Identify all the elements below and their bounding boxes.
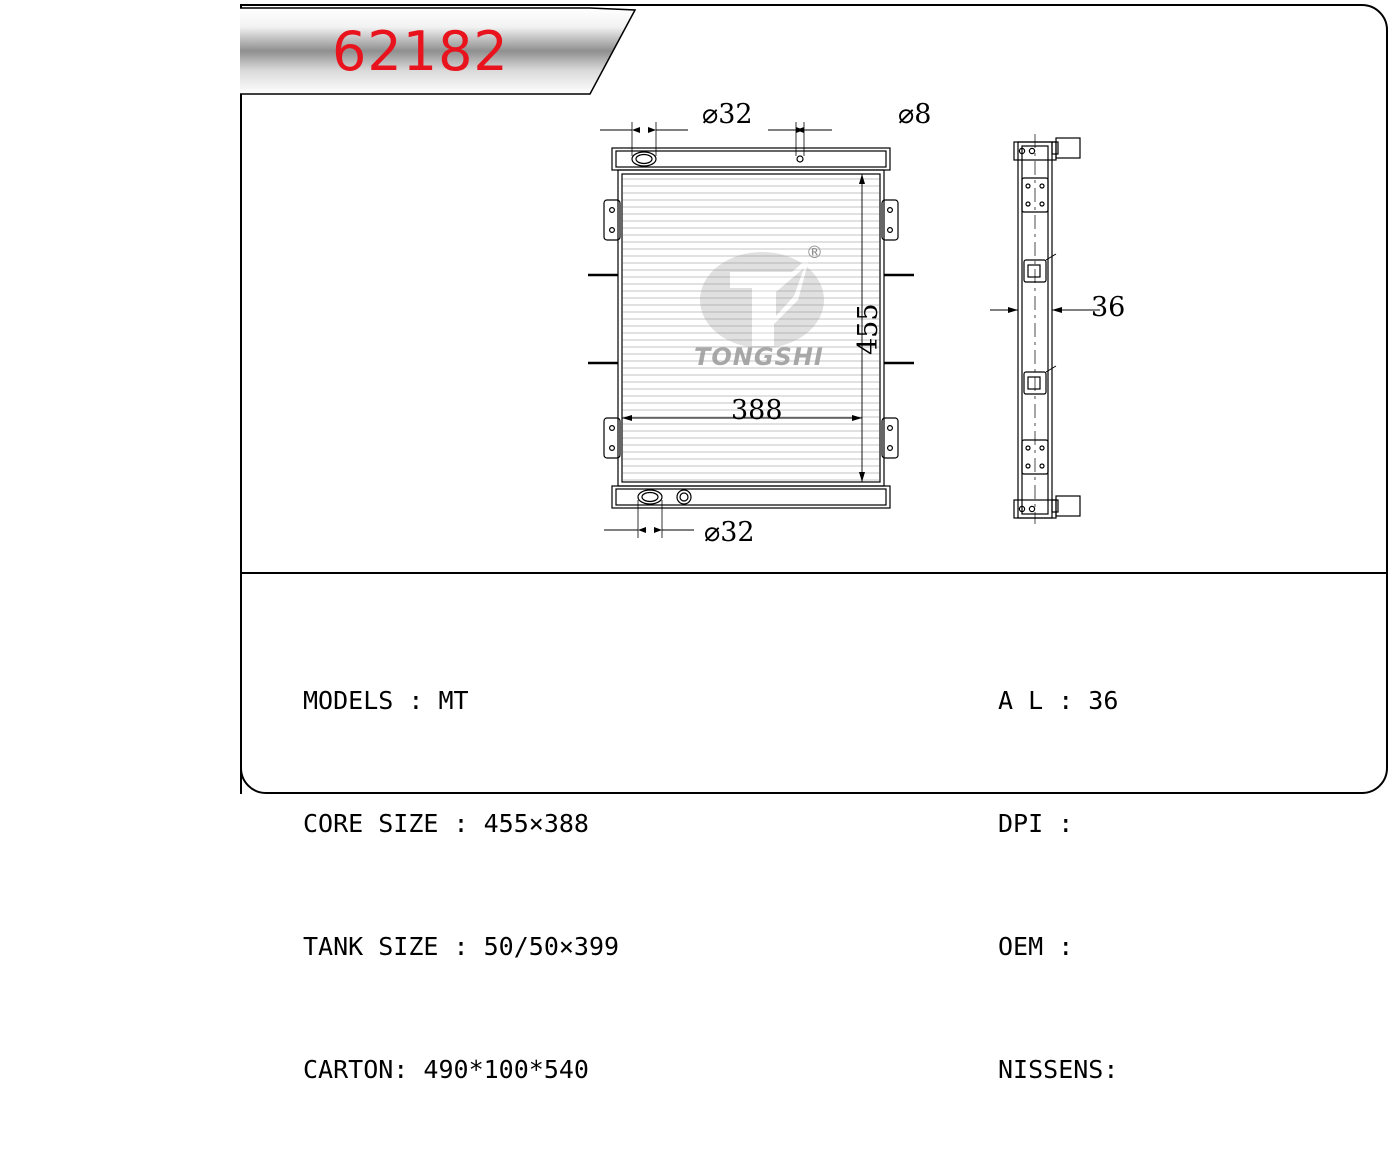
frame-left-edge (240, 4, 242, 794)
spec-core-size: CORE SIZE : 455×388 (303, 809, 589, 838)
dim-depth: 36 (1091, 292, 1126, 323)
brand-name: TONGSHI (694, 343, 824, 371)
spec-nissens: NISSENS: (998, 1055, 1119, 1084)
spec-tank-size: TANK SIZE : 50/50×399 (303, 932, 620, 961)
dim-small-hole: ⌀8 (898, 99, 932, 130)
spec-dpi: DPI : (998, 809, 1074, 838)
dim-core-height: 455 (853, 303, 884, 355)
spec-divider (241, 572, 1387, 574)
dim-inlet-top: ⌀32 (702, 99, 753, 130)
spec-oem: OEM : (998, 932, 1074, 961)
spec-models: MODELS : MT (303, 686, 469, 715)
spec-al: A L : 36 (998, 686, 1119, 715)
spec-carton: CARTON: 490*100*540 (303, 1055, 589, 1084)
dim-core-width: 388 (731, 395, 783, 426)
dim-outlet-bottom: ⌀32 (704, 517, 755, 548)
radiator-side-view (960, 120, 1160, 540)
part-number: 62182 (332, 20, 509, 83)
spec-list-right (998, 598, 1118, 1172)
part-number-banner (240, 6, 635, 94)
spec-list-left (303, 598, 619, 1172)
trademark-icon: ® (806, 243, 823, 263)
